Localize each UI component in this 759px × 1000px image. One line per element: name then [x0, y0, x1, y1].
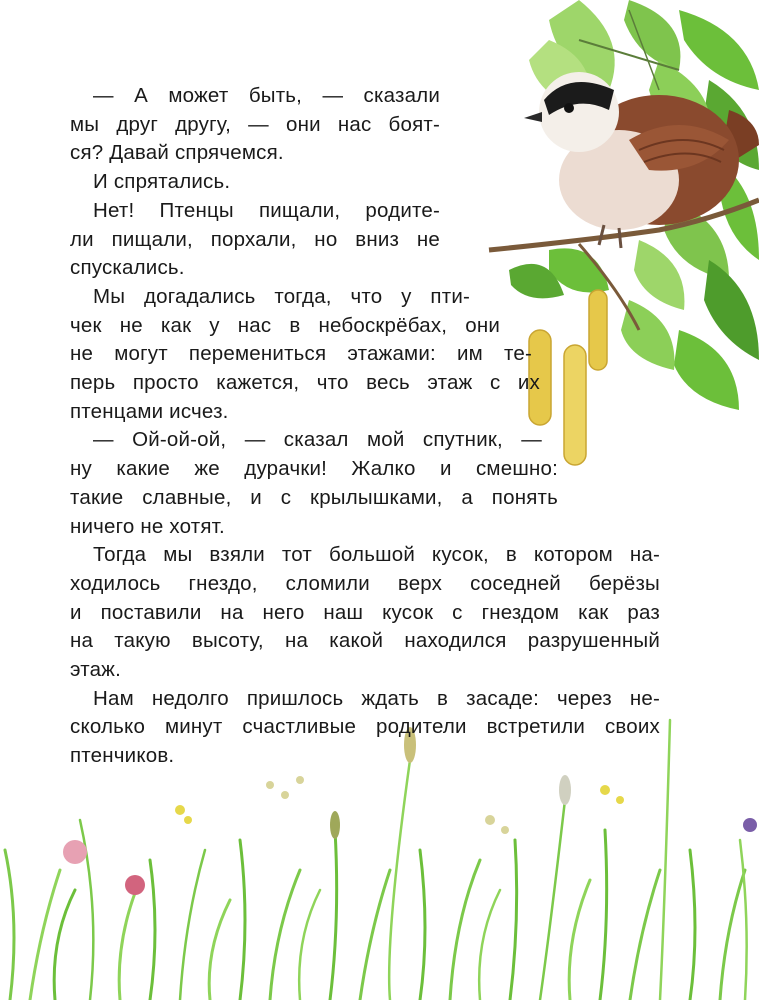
text-line: — Ой-ой-ой, — сказал мой спутник, — — [93, 428, 542, 452]
text-line: сколько минут счастливые родители встретили своих — [70, 715, 660, 739]
text-line: спускались. — [70, 256, 185, 280]
paragraph — [70, 541, 660, 685]
story-text — [70, 82, 660, 771]
text-line: ну какие же дурачки! Жалко и смешно: — [70, 457, 558, 481]
text-line: Мы догадались тогда, что у пти- — [93, 284, 470, 308]
text-line: птенцами исчез. — [70, 399, 229, 423]
text-line: ся? Давай спрячемся. — [70, 141, 284, 165]
text-line: Нам недолго пришлось ждать в засаде: через не- — [93, 686, 660, 710]
text-line: и поставили на него наш кусок с гнездом как раз — [70, 600, 660, 624]
paragraph — [70, 197, 660, 283]
text-line: ничего не хотят. — [70, 514, 225, 538]
text-line: ли пищали, порхали, но вниз не — [70, 227, 440, 251]
paragraph — [70, 82, 660, 168]
text-line: этаж. — [70, 658, 121, 682]
text-line: Нет! Птенцы пищали, родите- — [93, 198, 440, 222]
text-line: мы друг другу, — они нас боят- — [70, 112, 440, 136]
text-line: — А может быть, — сказали — [93, 84, 440, 107]
paragraph — [70, 426, 660, 541]
paragraph — [70, 283, 660, 427]
text-line: на такую высоту, на какой находился разрушенный — [70, 629, 660, 653]
text-line: И спрятались. — [93, 170, 231, 194]
paragraph — [70, 168, 660, 197]
text-line: перь просто кажется, что весь этаж с их — [70, 371, 540, 395]
text-line: чек не как у нас в небоскрёбах, они — [70, 313, 500, 337]
text-line: птенчиков. — [70, 744, 175, 768]
paragraph — [70, 685, 660, 771]
text-line: Тогда мы взяли тот большой кусок, в котором на- — [93, 543, 660, 567]
text-line: такие славные, и с крылышками, а понять — [70, 485, 558, 509]
text-line: ходилось гнездо, сломили верх соседней берёзы — [70, 571, 660, 595]
text-line: не могут перемениться этажами: им те- — [70, 342, 532, 366]
